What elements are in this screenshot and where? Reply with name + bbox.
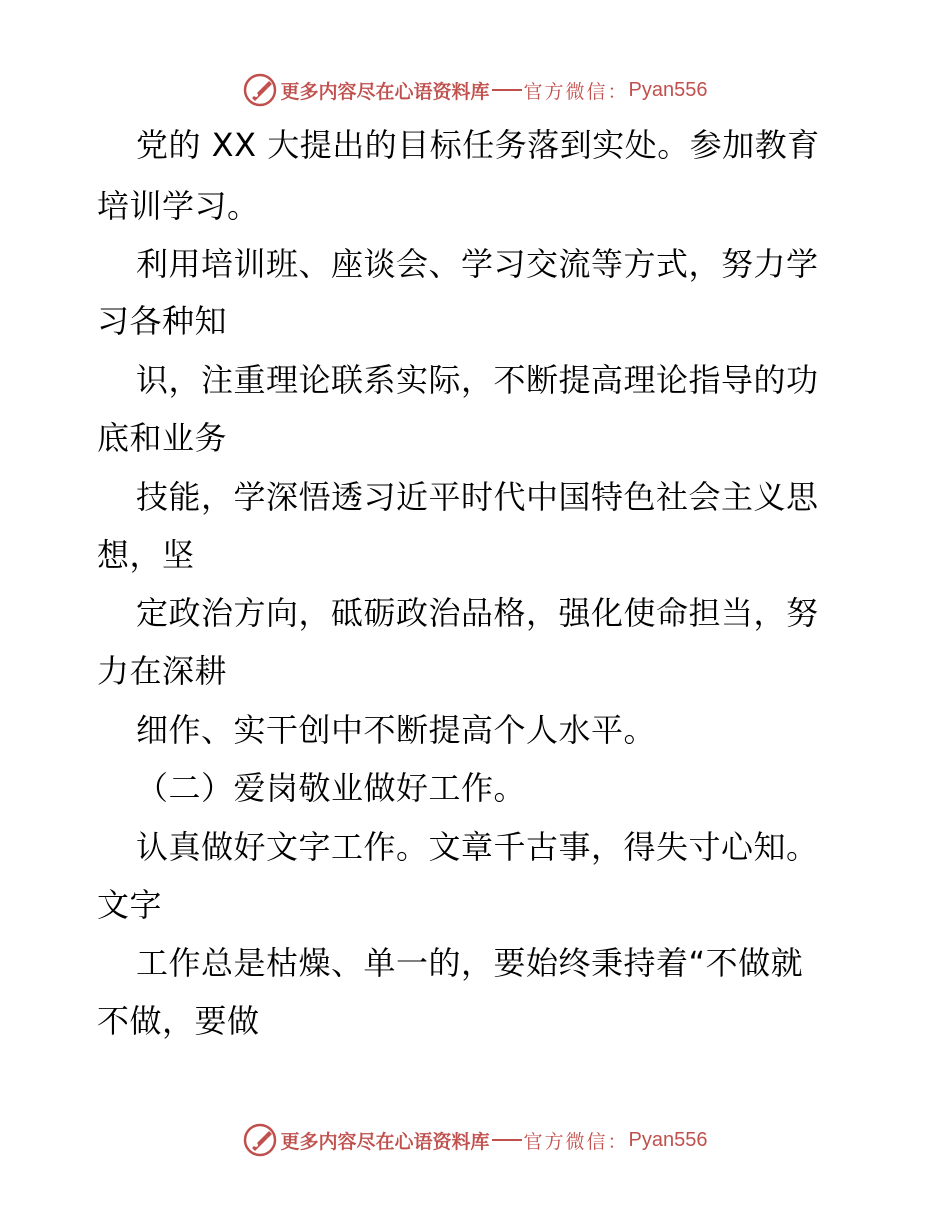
- banner-dash: [492, 1139, 522, 1141]
- banner-wechat-id: Pyan556: [628, 78, 708, 101]
- body-line: 力在深耕: [97, 652, 228, 690]
- body-line: 想，坚: [97, 536, 195, 574]
- body-line: 定政治方向，砥砺政治品格，强化使命担当，努: [136, 594, 819, 632]
- banner-title: 更多内容尽在心语资料库: [280, 80, 490, 103]
- footer-banner: [0, 1120, 950, 1160]
- body-line: 技能，学深悟透习近平时代中国特色社会主义思: [136, 478, 819, 516]
- pen-nib-logo-icon: [243, 1123, 277, 1157]
- body-line: 党的 XX 大提出的目标任务落到实处。参加教育: [136, 126, 820, 164]
- body-line: （二）爱岗敬业做好工作。: [136, 769, 527, 807]
- body-line: 认真做好文字工作。文章千古事，得失寸心知。: [136, 828, 819, 866]
- banner-wechat-label: 官方微信：: [523, 1130, 629, 1153]
- body-line: 工作总是枯燥、单一的，要始终秉持着“不做就: [136, 944, 804, 982]
- banner-wechat-id: Pyan556: [628, 1128, 708, 1151]
- header-banner: [0, 70, 950, 110]
- banner-title: 更多内容尽在心语资料库: [280, 1130, 490, 1153]
- body-line: 底和业务: [97, 419, 228, 457]
- body-line: 培训学习。: [97, 187, 260, 225]
- body-line: 不做，要做: [97, 1002, 260, 1040]
- pen-nib-logo-icon: [243, 73, 277, 107]
- body-line: 习各种知: [97, 302, 228, 340]
- body-line: 识，注重理论联系实际，不断提高理论指导的功: [136, 361, 819, 399]
- banner-wechat-label: 官方微信：: [523, 80, 629, 103]
- body-line: 文字: [97, 886, 163, 924]
- body-line: 细作、实干创中不断提高个人水平。: [136, 711, 657, 749]
- banner-dash: [492, 89, 522, 91]
- body-line: 利用培训班、座谈会、学习交流等方式，努力学: [136, 245, 819, 283]
